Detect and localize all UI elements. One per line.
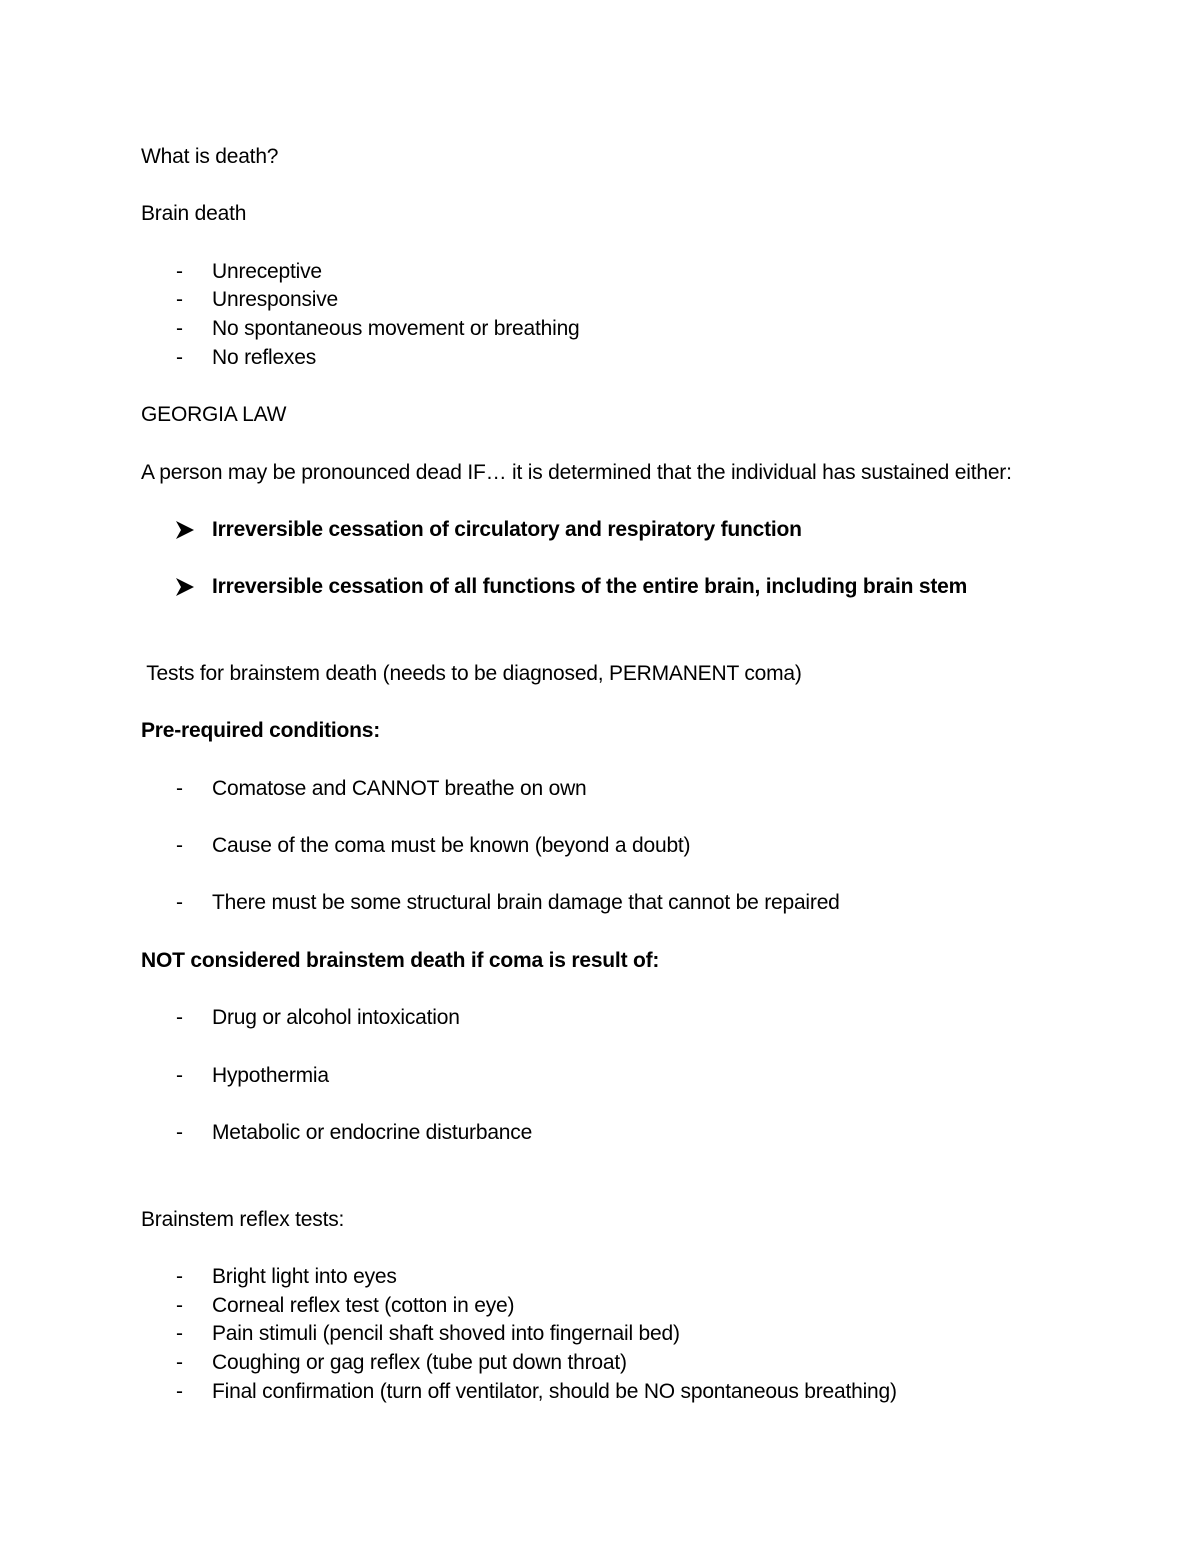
list-item	[0, 345, 1200, 371]
dash-bullet: -	[176, 1351, 183, 1374]
list-item-text: Irreversible cessation of circulatory and respiratory function	[212, 518, 802, 541]
dash-bullet: -	[176, 1006, 183, 1029]
dash-bullet: -	[176, 891, 183, 914]
list-item-text: Metabolic or endocrine disturbance	[212, 1121, 533, 1144]
list-item-text: Pain stimuli (pencil shaft shoved into fingernail bed)	[212, 1322, 680, 1345]
list-item-text: Unreceptive	[212, 260, 322, 283]
list-item	[0, 1120, 1200, 1146]
list-item	[0, 574, 1200, 600]
dash-bullet: -	[176, 1294, 183, 1317]
heading-brain-death: Brain death	[141, 202, 247, 225]
dash-bullet: -	[176, 1064, 183, 1087]
heading-not-considered: NOT considered brainstem death if coma is result of:	[141, 949, 660, 972]
list-item	[0, 1321, 1200, 1347]
list-item	[0, 890, 1200, 916]
list-item-text: Hypothermia	[212, 1064, 329, 1087]
list-item	[0, 1379, 1200, 1405]
dash-bullet: -	[176, 1380, 183, 1403]
list-item	[0, 259, 1200, 285]
georgia-law-statement: A person may be pronounced dead IF… it is determined that the individual has sustained either:	[141, 461, 1012, 484]
list-item	[0, 1350, 1200, 1376]
dash-bullet: -	[176, 777, 183, 800]
list-item	[0, 316, 1200, 342]
arrow-bullet-icon	[174, 520, 196, 540]
list-item-text: Coughing or gag reflex (tube put down throat)	[212, 1351, 627, 1374]
title-what-is-death: What is death?	[141, 145, 279, 168]
list-item	[0, 517, 1200, 543]
heading-tests-brainstem-death: Tests for brainstem death (needs to be diagnosed, PERMANENT coma)	[141, 662, 802, 685]
arrow-bullet-icon	[174, 577, 196, 597]
list-item-text: No reflexes	[212, 346, 317, 369]
list-item-text: Comatose and CANNOT breathe on own	[212, 777, 587, 800]
list-item-text: Unresponsive	[212, 288, 338, 311]
list-item-text: Corneal reflex test (cotton in eye)	[212, 1294, 515, 1317]
list-item	[0, 776, 1200, 802]
list-item	[0, 833, 1200, 859]
list-item-text: Drug or alcohol intoxication	[212, 1006, 460, 1029]
heading-reflex-tests: Brainstem reflex tests:	[141, 1208, 345, 1231]
dash-bullet: -	[176, 317, 183, 340]
list-item	[0, 1063, 1200, 1089]
list-item-text: Cause of the coma must be known (beyond a doubt)	[212, 834, 691, 857]
dash-bullet: -	[176, 1265, 183, 1288]
dash-bullet: -	[176, 1121, 183, 1144]
dash-bullet: -	[176, 834, 183, 857]
heading-prerequired-conditions: Pre-required conditions:	[141, 719, 381, 742]
list-item	[0, 1005, 1200, 1031]
list-item-text: Bright light into eyes	[212, 1265, 397, 1288]
dash-bullet: -	[176, 1322, 183, 1345]
list-item	[0, 1293, 1200, 1319]
list-item-text: Final confirmation (turn off ventilator, should be NO spontaneous breathing)	[212, 1380, 897, 1403]
dash-bullet: -	[176, 288, 183, 311]
list-item	[0, 1264, 1200, 1290]
list-item	[0, 287, 1200, 313]
heading-georgia-law: GEORGIA LAW	[141, 403, 287, 426]
dash-bullet: -	[176, 260, 183, 283]
dash-bullet: -	[176, 346, 183, 369]
list-item-text: Irreversible cessation of all functions of the entire brain, including brain stem	[212, 575, 968, 598]
list-item-text: There must be some structural brain damage that cannot be repaired	[212, 891, 840, 914]
list-item-text: No spontaneous movement or breathing	[212, 317, 580, 340]
